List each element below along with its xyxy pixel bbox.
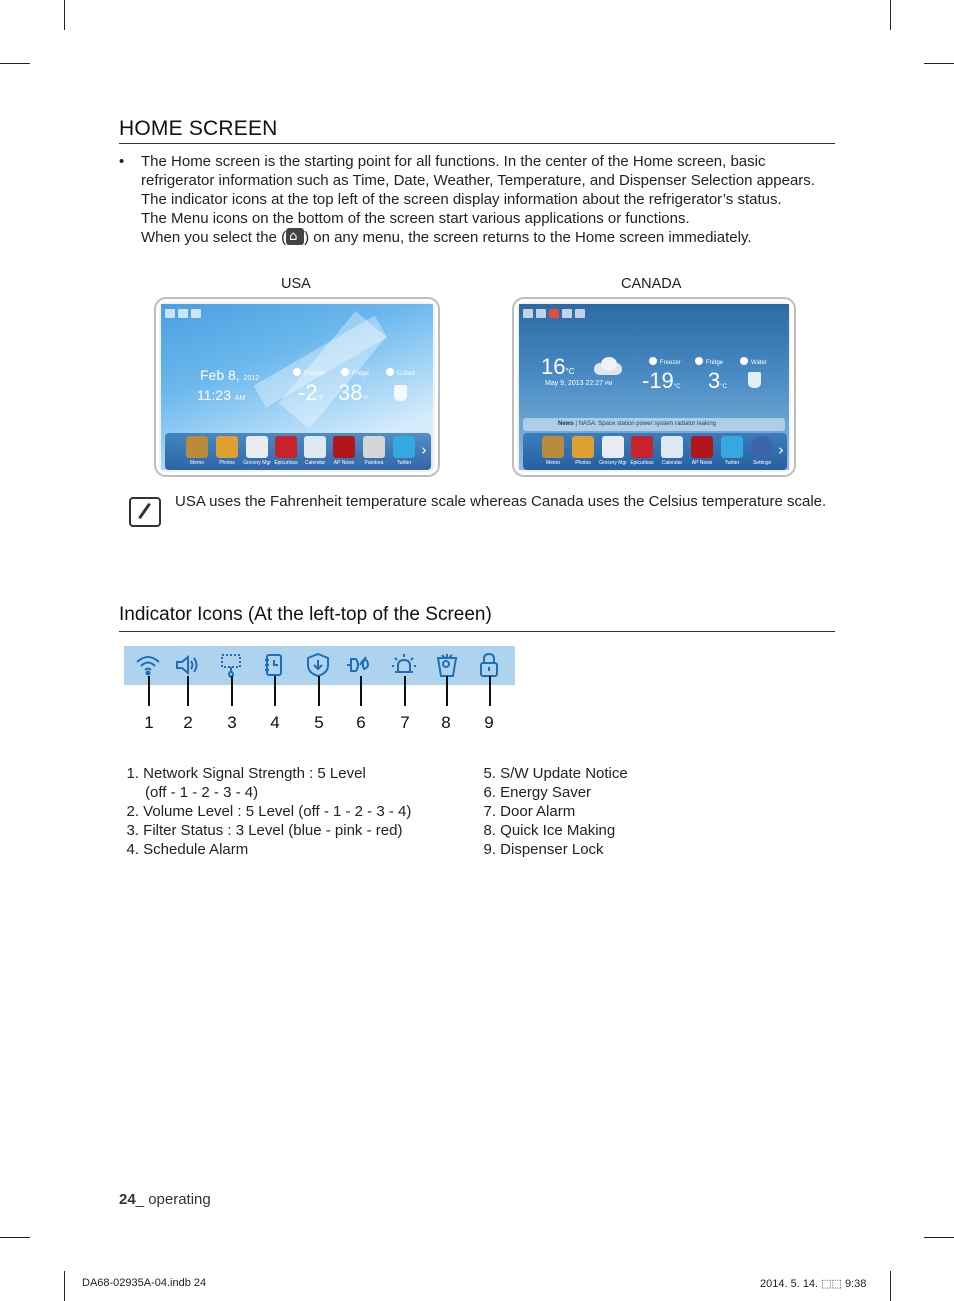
news-text: NASA: Space station power system radiator leaking bbox=[578, 421, 716, 427]
legend-right bbox=[472, 764, 628, 859]
intro-line: The Menu icons on the bottom of the screen start various applications or functions. bbox=[141, 210, 690, 227]
canada-app-bar bbox=[523, 433, 787, 470]
usa-time: 11:23 AM bbox=[197, 387, 246, 403]
canada-fridge-temp: 3°C bbox=[708, 368, 727, 393]
app-label: Settings bbox=[752, 460, 772, 466]
app-label: Memo bbox=[546, 460, 560, 466]
callout-line bbox=[148, 676, 150, 706]
usa-date: Feb 8, 2012 bbox=[200, 367, 260, 383]
freezer-icon bbox=[649, 357, 657, 365]
footer-section: _ operating bbox=[135, 1191, 211, 1208]
legend-item: 7. Door Alarm bbox=[483, 803, 576, 820]
next-chevron-icon[interactable]: › bbox=[421, 441, 427, 459]
weather-cloud-icon bbox=[592, 357, 626, 377]
intro-home-post: ) on any menu, the screen returns to the Home screen immediately. bbox=[304, 229, 752, 246]
energy-saver-icon bbox=[346, 652, 372, 678]
usa-indicator-row bbox=[165, 309, 201, 318]
crop-mark bbox=[64, 0, 65, 30]
legend-item: 2. Volume Level : 5 Level (off - 1 - 2 - 3 - 4) bbox=[126, 803, 412, 820]
ice-cup-icon bbox=[394, 385, 407, 401]
next-chevron-icon[interactable]: › bbox=[778, 441, 784, 459]
crop-mark bbox=[0, 1237, 30, 1238]
crop-mark bbox=[924, 63, 954, 64]
indicator-icon bbox=[562, 309, 572, 318]
callout-number: 4 bbox=[270, 713, 280, 732]
indicator-icon bbox=[536, 309, 546, 318]
sw-update-icon bbox=[305, 652, 331, 678]
fridge-icon bbox=[695, 357, 703, 365]
canada-freezer-temp: -19°C bbox=[642, 368, 681, 393]
canada-label: CANADA bbox=[621, 276, 682, 292]
news-ticker[interactable]: News | NASA: Space station power system radiator leaking bbox=[523, 418, 785, 431]
callout-number: 9 bbox=[484, 713, 494, 732]
intro-paragraph bbox=[141, 152, 841, 247]
memo-app-icon[interactable] bbox=[542, 436, 564, 458]
note-text: USA uses the Fahrenheit temperature scale whereas Canada uses the Celsius temperature scale. bbox=[175, 493, 827, 510]
grocery-app-icon[interactable] bbox=[246, 436, 268, 458]
news-label: News bbox=[558, 421, 574, 427]
intro-line bbox=[141, 228, 841, 247]
freezer-icon bbox=[293, 368, 301, 376]
canada-freezer-label: Freezer bbox=[649, 357, 681, 366]
bullet: • bbox=[119, 153, 125, 170]
usa-freezer-label: Freezer bbox=[293, 368, 325, 377]
memo-app-icon[interactable] bbox=[186, 436, 208, 458]
indicator-icon bbox=[178, 309, 188, 318]
apnews-app-icon[interactable] bbox=[691, 436, 713, 458]
callout-line bbox=[274, 676, 276, 706]
app-label: Photos bbox=[575, 460, 591, 466]
app-label: Epicurious bbox=[630, 460, 654, 466]
calendar-app-icon[interactable] bbox=[304, 436, 326, 458]
usa-app-bar bbox=[165, 433, 431, 470]
legend-item: 4. Schedule Alarm bbox=[126, 841, 249, 858]
app-label: Photos bbox=[219, 460, 235, 466]
door-alarm-icon bbox=[391, 652, 417, 678]
photos-app-icon[interactable] bbox=[572, 436, 594, 458]
app-label: Calendar bbox=[661, 460, 683, 466]
legend-item: 8. Quick Ice Making bbox=[483, 822, 616, 839]
callout-line bbox=[446, 676, 448, 706]
usa-fridge-temp: 38°F bbox=[338, 380, 369, 405]
section-rule bbox=[119, 631, 835, 632]
filter-icon bbox=[218, 652, 244, 678]
callout-number: 8 bbox=[441, 713, 451, 732]
legend-item-continued: (off - 1 - 2 - 3 - 4) bbox=[145, 784, 259, 801]
crop-mark bbox=[890, 1271, 891, 1301]
app-label: Memo bbox=[190, 460, 204, 466]
indicator-icon bbox=[191, 309, 201, 318]
callout-number: 2 bbox=[183, 713, 193, 732]
usa-dispenser-label: Cubed bbox=[386, 368, 415, 377]
indicator-section-title: Indicator Icons (At the left-top of the Screen) bbox=[119, 604, 492, 625]
app-label: Pandora bbox=[364, 460, 384, 466]
crop-mark bbox=[64, 1271, 65, 1301]
usa-fridge-label: Fridge bbox=[341, 368, 369, 377]
epicurious-app-icon[interactable] bbox=[275, 436, 297, 458]
callout-line bbox=[404, 676, 406, 706]
twitter-app-icon[interactable] bbox=[393, 436, 415, 458]
intro-line: The indicator icons at the top left of the screen display information about the refrigerator’s status. bbox=[141, 191, 782, 208]
crop-mark bbox=[924, 1237, 954, 1238]
callout-line bbox=[489, 676, 491, 706]
canada-screen-frame bbox=[512, 297, 796, 477]
usa-screen-frame bbox=[154, 297, 440, 477]
callout-line bbox=[231, 676, 233, 706]
app-label: AP News bbox=[691, 460, 713, 466]
twitter-app-icon[interactable] bbox=[721, 436, 743, 458]
canada-outside-temp: 16°C bbox=[541, 354, 575, 379]
title-rule bbox=[119, 143, 835, 144]
app-label: AP News bbox=[333, 460, 355, 466]
apnews-app-icon[interactable] bbox=[333, 436, 355, 458]
callout-line bbox=[360, 676, 362, 706]
settings-app-icon[interactable] bbox=[751, 436, 773, 458]
callout-line bbox=[318, 676, 320, 706]
canada-fridge-label: Fridge bbox=[695, 357, 723, 366]
volume-icon bbox=[174, 652, 200, 678]
epicurious-app-icon[interactable] bbox=[631, 436, 653, 458]
intro-home-pre: When you select the ( bbox=[141, 229, 287, 246]
indicator-icon bbox=[165, 309, 175, 318]
crop-mark bbox=[0, 63, 30, 64]
usa-freezer-temp: -2°F bbox=[298, 380, 324, 405]
callout-number: 1 bbox=[144, 713, 154, 732]
app-label: Grocery Mgr bbox=[599, 460, 627, 466]
section-title: HOME SCREEN bbox=[119, 117, 278, 140]
legend-item: 5. S/W Update Notice bbox=[483, 765, 628, 782]
app-label: Twitter bbox=[396, 460, 412, 466]
callout-number: 5 bbox=[314, 713, 324, 732]
crop-mark bbox=[890, 0, 891, 30]
legend-item: 6. Energy Saver bbox=[483, 784, 592, 801]
water-cup-icon bbox=[748, 372, 761, 388]
pandora-app-icon[interactable] bbox=[363, 436, 385, 458]
indicator-icon bbox=[575, 309, 585, 318]
app-label: Epicurious bbox=[274, 460, 298, 466]
legend-item: 9. Dispenser Lock bbox=[483, 841, 604, 858]
usa-home-screen bbox=[161, 304, 433, 470]
legend-item: 3. Filter Status : 3 Level (blue - pink - red) bbox=[126, 822, 403, 839]
print-slug-file: DA68-02935A-04.indb 24 bbox=[82, 1277, 207, 1289]
indicator-icon bbox=[523, 309, 533, 318]
indicator-icon bbox=[549, 309, 559, 318]
callout-line bbox=[187, 676, 189, 706]
grocery-app-icon[interactable] bbox=[602, 436, 624, 458]
quick-ice-icon bbox=[434, 652, 460, 678]
calendar-app-icon[interactable] bbox=[661, 436, 683, 458]
page-number: 24 bbox=[119, 1191, 136, 1208]
app-label: Grocery Mgr bbox=[243, 460, 271, 466]
schedule-alarm-icon bbox=[261, 652, 287, 678]
callout-number: 3 bbox=[227, 713, 237, 732]
page-footer bbox=[119, 1191, 211, 1208]
intro-line: refrigerator information such as Time, Date, Weather, Temperature, and Dispenser Selection appears. bbox=[141, 172, 815, 189]
intro-line: The Home screen is the starting point for all functions. In the center of the Home screen, basic bbox=[141, 153, 766, 170]
print-slug-date: 2014. 5. 14. ⬚⬚ 9:38 bbox=[760, 1278, 867, 1290]
canada-dispenser-label: Water bbox=[740, 357, 767, 366]
app-label: Calendar bbox=[304, 460, 326, 466]
app-label: Twitter bbox=[724, 460, 740, 466]
callout-number: 6 bbox=[356, 713, 366, 732]
fridge-icon bbox=[341, 368, 349, 376]
wifi-icon bbox=[135, 652, 161, 678]
lock-icon bbox=[476, 652, 502, 678]
usa-label: USA bbox=[281, 276, 311, 292]
callout-number: 7 bbox=[400, 713, 410, 732]
home-icon bbox=[286, 228, 304, 245]
legend-item: 1. Network Signal Strength : 5 Level bbox=[126, 765, 366, 782]
canada-home-screen bbox=[519, 304, 789, 470]
legend-left bbox=[115, 764, 411, 859]
note-pencil-icon bbox=[129, 497, 161, 527]
dispenser-icon bbox=[386, 368, 394, 376]
canada-datetime: May 9, 2013 22:27 PM bbox=[545, 380, 613, 387]
photos-app-icon[interactable] bbox=[216, 436, 238, 458]
canada-indicator-row bbox=[523, 309, 585, 318]
dispenser-icon bbox=[740, 357, 748, 365]
